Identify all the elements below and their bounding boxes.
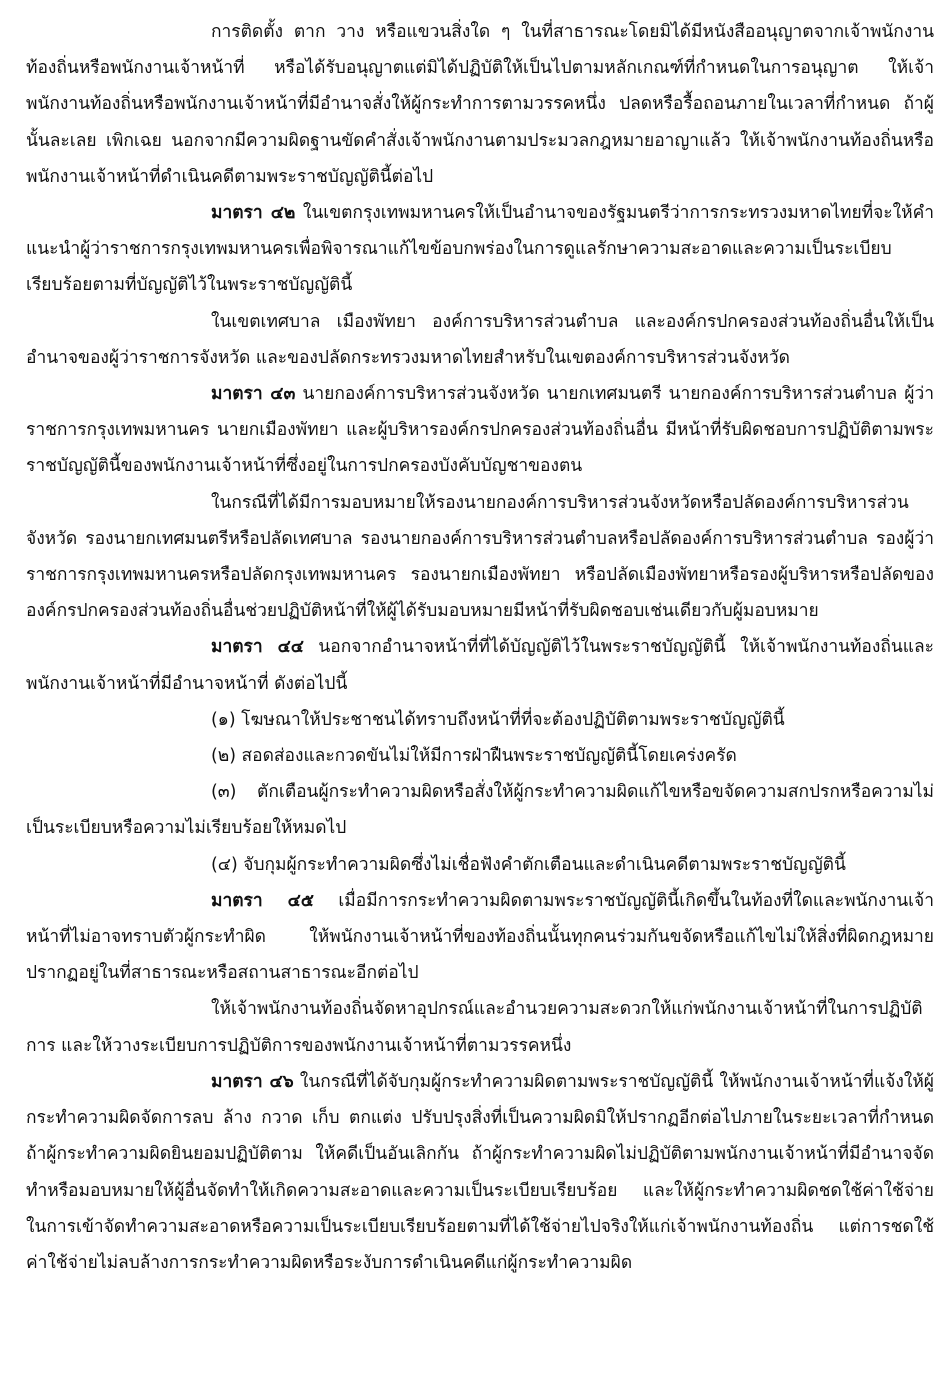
- paragraph-text: ในกรณีที่ได้จับกุมผู้กระทำความผิดตามพระราชบัญญัตินี้ ให้พนักงานเจ้าหน้าที่แจ้งให้ผู้กระทำความผิดจัดการลบ ล้าง กวาด เก็บ ตกแต่ง ปรับปรุงสิ่งที่เป็นความผิดมิให้ปรากฏอีกต่อไปภายในระยะเวลาที่กำหนด ถ้าผู้กระทำความผิดยินยอมปฏิบัติตาม ให้คดีเป็นอันเลิกกัน ถ้าผู้กระทำความผิดไม่ปฏิบัติตามพนักงานเจ้าหน้าที่มีอำนาจจัดทำหรือมอบหมายให้ผู้อื่นจัดทำให้เกิดความสะอาดและความเป็นระเบียบเรียบร้อย และให้ผู้กระทำความผิดชดใช้ค่าใช้จ่ายในการเข้าจัดทำความสะอาดหรือความเป็นระเบียบเรียบร้อยตามที่ได้ใช้จ่ายไปจริงให้แก่เจ้าพนักงานท้องถิ่น แต่การชดใช้ค่าใช้จ่ายไม่ลบล้างการกระทำความผิดหรือระงับการดำเนินคดีแก่ผู้กระทำความผิด: [26, 1071, 934, 1273]
- list-item: [26, 738, 934, 774]
- section-heading: มาตรา ๔๓: [211, 384, 296, 405]
- paragraph-section-42: [26, 195, 934, 304]
- paragraph-section-45: [26, 883, 934, 992]
- paragraph-p3: [26, 304, 934, 376]
- list-item: [26, 847, 934, 883]
- section-heading: มาตรา ๔๔: [211, 637, 304, 658]
- paragraph-text: ในเขตเทศบาล เมืองพัทยา องค์การบริหารส่วนตำบล และองค์กรปกครองส่วนท้องถิ่นอื่นให้เป็นอำนาจของผู้ว่าราชการจังหวัด และของปลัดกระทรวงมหาดไทยสำหรับในเขตองค์การบริหารส่วนจังหวัด: [26, 311, 934, 368]
- paragraph-text: นายกองค์การบริหารส่วนจังหวัด นายกเทศมนตรี นายกองค์การบริหารส่วนตำบล ผู้ว่าราชการกรุงเทพมหานคร นายกเมืองพัทยา และผู้บริหารองค์กรปกครองส่วนท้องถิ่นอื่น มีหน้าที่รับผิดชอบการปฏิบัติตามพระราชบัญญัตินี้ของพนักงานเจ้าหน้าที่ซึ่งอยู่ในการปกครองบังคับบัญชาของตน: [26, 384, 935, 477]
- paragraph-section-43: [26, 376, 934, 485]
- paragraph-text: (๑) โฆษณาให้ประชาชนได้ทราบถึงหน้าที่ที่จะต้องปฏิบัติตามพระราชบัญญัตินี้: [211, 709, 785, 730]
- paragraph-text: (๓) ตักเตือนผู้กระทำความผิดหรือสั่งให้ผู้กระทำความผิดแก้ไขหรือขจัดความสกปรกหรือความไม่เป็นระเบียบหรือความไม่เรียบร้อยให้หมดไป: [26, 782, 934, 839]
- paragraph-section-44: [26, 629, 934, 701]
- document-page: [26, 14, 934, 1281]
- paragraph-text: การติดตั้ง ตาก วาง หรือแขวนสิ่งใด ๆ ในที่สาธารณะโดยมิได้มีหนังสืออนุญาตจากเจ้าพนักงานท้องถิ่นหรือพนักงานเจ้าหน้าที่ หรือได้รับอนุญาตแต่มิได้ปฏิบัติให้เป็นไปตามหลักเกณฑ์ที่กำหนดในการอนุญาต ให้เจ้าพนักงานท้องถิ่นหรือพนักงานเจ้าหน้าที่มีอำนาจสั่งให้ผู้กระทำการตามวรรคหนึ่ง ปลดหรือรื้อถอนภายในเวลาที่กำหนด ถ้าผู้นั้นละเลย เพิกเฉย นอกจากมีความผิดฐานขัดคำสั่งเจ้าพนักงานตามประมวลกฎหมายอาญาแล้ว ให้เจ้าพนักงานท้องถิ่นหรือพนักงานเจ้าหน้าที่ดำเนินคดีตามพระราชบัญญัตินี้ต่อไป: [26, 22, 934, 187]
- paragraph-text: ในเขตกรุงเทพมหานครให้เป็นอำนาจของรัฐมนตรีว่าการกระทรวงมหาดไทยที่จะให้คำแนะนำผู้ว่าราชการกรุงเทพมหานครเพื่อพิจารณาแก้ไขข้อบกพร่องในการดูแลรักษาความสะอาดและความเป็นระเบียบเรียบร้อยตามที่บัญญัติไว้ในพระราชบัญญัตินี้: [26, 203, 934, 296]
- paragraph-section-46: [26, 1064, 934, 1281]
- paragraph-text: (๒) สอดส่องและกวดขันไม่ให้มีการฝ่าฝืนพระราชบัญญัตินี้โดยเคร่งครัด: [211, 746, 737, 767]
- paragraph-p1: [26, 14, 934, 195]
- paragraph-text: นอกจากอำนาจหน้าที่ที่ได้บัญญัติไว้ในพระราชบัญญัตินี้ ให้เจ้าพนักงานท้องถิ่นและพนักงานเจ้าหน้าที่มีอำนาจหน้าที่ ดังต่อไปนี้: [26, 637, 934, 694]
- list-item: [26, 702, 934, 738]
- paragraph-text: เมื่อมีการกระทำความผิดตามพระราชบัญญัตินี้เกิดขึ้นในท้องที่ใดและพนักงานเจ้าหน้าที่ไม่อาจทราบตัวผู้กระทำผิด ให้พนักงานเจ้าหน้าที่ของท้องถิ่นนั้นทุกคนร่วมกันขจัดหรือแก้ไขไม่ให้สิ่งที่ผิดกฎหมายปรากฏอยู่ในที่สาธารณะหรือสถานสาธารณะอีกต่อไป: [26, 890, 934, 984]
- paragraph-p5: [26, 485, 934, 630]
- paragraph-p12: [26, 991, 934, 1063]
- list-item: [26, 774, 934, 846]
- paragraph-text: (๔) จับกุมผู้กระทำความผิดซึ่งไม่เชื่อฟังคำตักเตือนและดำเนินคดีตามพระราชบัญญัตินี้: [211, 854, 846, 875]
- paragraph-text: ในกรณีที่ได้มีการมอบหมายให้รองนายกองค์การบริหารส่วนจังหวัดหรือปลัดองค์การบริหารส่วนจังหวัด รองนายกเทศมนตรีหรือปลัดเทศบาล รองนายกองค์การบริหารส่วนตำบลหรือปลัดองค์การบริหารส่วนตำบล รองผู้ว่าราชการกรุงเทพมหานครหรือปลัดกรุงเทพมหานคร รองนายกเมืองพัทยา หรือปลัดเมืองพัทยาหรือรองผู้บริหารหรือปลัดขององค์กรปกครองส่วนท้องถิ่นอื่นช่วยปฏิบัติหน้าที่ให้ผู้ได้รับมอบหมายมีหน้าที่รับผิดชอบเช่นเดียวกับผู้มอบหมาย: [26, 492, 934, 622]
- paragraph-text: ให้เจ้าพนักงานท้องถิ่นจัดหาอุปกรณ์และอำนวยความสะดวกให้แก่พนักงานเจ้าหน้าที่ในการปฏิบัติการ และให้วางระเบียบการปฏิบัติการของพนักงานเจ้าหน้าที่ตามวรรคหนึ่ง: [26, 999, 923, 1056]
- section-heading: มาตรา ๔๖: [211, 1071, 294, 1092]
- section-heading: มาตรา ๔๒: [211, 203, 296, 224]
- section-heading: มาตรา ๔๕: [211, 890, 314, 911]
